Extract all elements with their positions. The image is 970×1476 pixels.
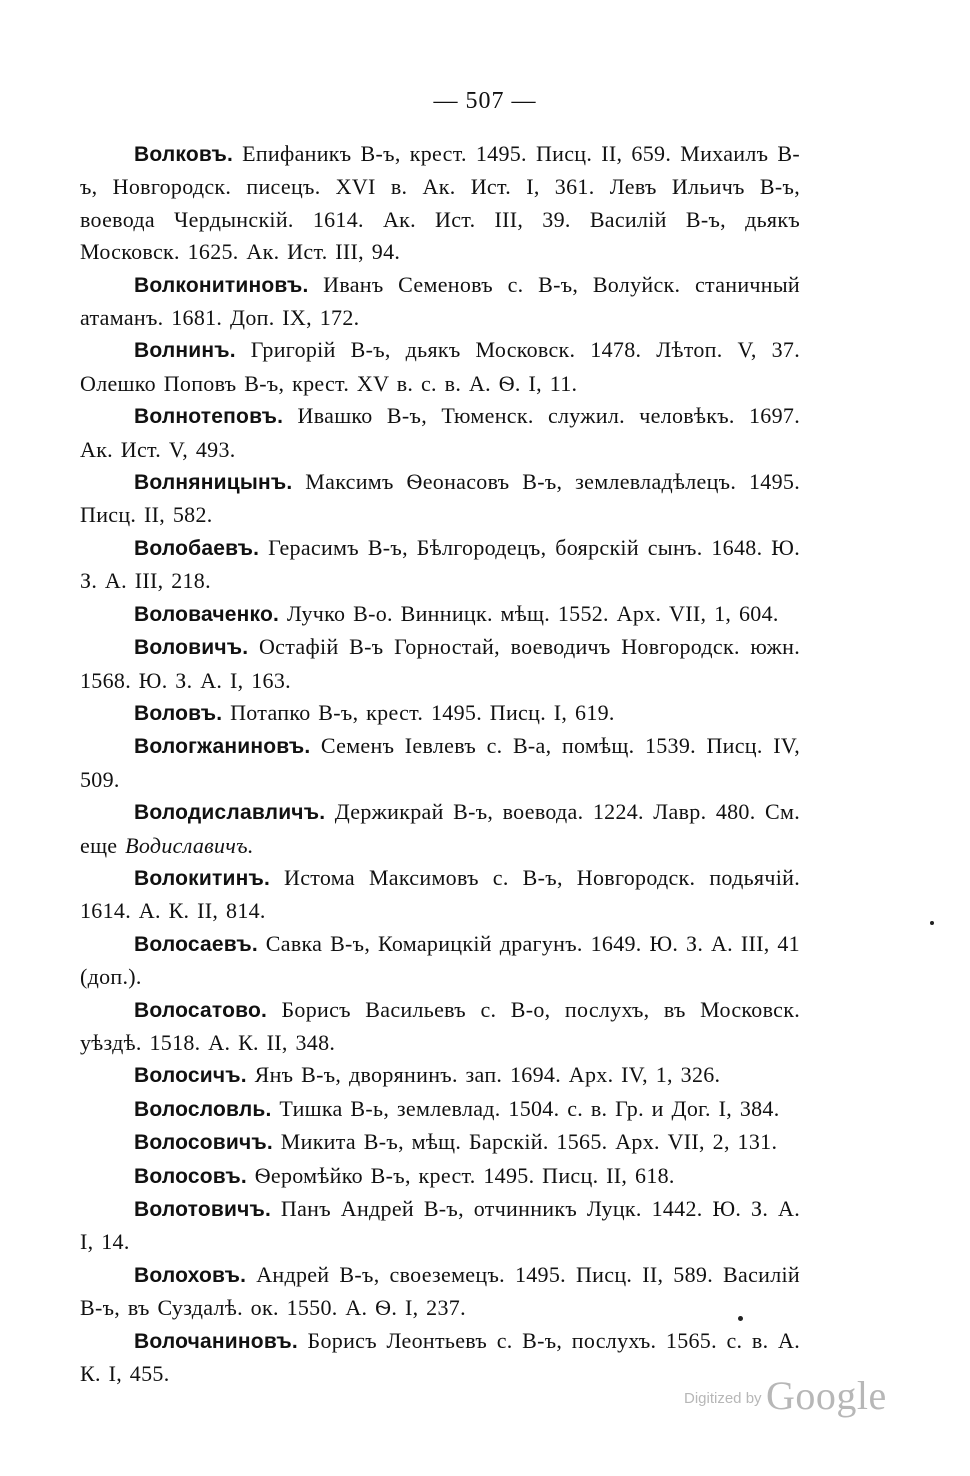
entry: [80, 730, 800, 796]
entry-text: Семенъ Іевлевъ с. В-а, помѣщ. 1539. Писц. IV, 509.: [80, 733, 800, 792]
entry-text: Истома Максимовъ с. В-ъ, Новгородск. подьячій. 1614. А. К. II, 814.: [80, 864, 800, 924]
entry-headword: Володиславличъ.: [134, 801, 326, 825]
entry: [80, 1193, 800, 1259]
dictionary-entries: [80, 138, 800, 1390]
entry: [80, 598, 800, 631]
entry-headword: Волковъ.: [134, 143, 234, 166]
entry-headword: Воловичъ.: [134, 636, 249, 660]
entry: [80, 1160, 800, 1193]
entry-text: Герасимъ В-ъ, Бѣлгородецъ, боярскій сынъ. 1648. Ю. З. А. III, 218.: [80, 534, 800, 594]
entry-cross-reference: Водиславичъ.: [125, 832, 254, 858]
entry-text: Панъ Андрей В-ъ, отчинникъ Луцк. 1442. Ю. З. А. I, 14.: [80, 1196, 800, 1255]
entry-headword: Волосичъ.: [134, 1064, 247, 1088]
entry: [80, 400, 800, 466]
scan-speck: [738, 1316, 743, 1321]
entry-text: Янъ В-ъ, дворянинъ. зап. 1694. Арх. IV, 1, 326.: [246, 1062, 721, 1088]
entry: [80, 1093, 800, 1126]
entry-text: Остафій В-ъ Горностай, воеводичъ Новгородск. южн. 1568. Ю. З. А. I, 163.: [80, 634, 800, 693]
entry: [80, 796, 800, 862]
entry: [80, 928, 800, 994]
entry-headword: Волосатово.: [134, 998, 268, 1022]
entry-text: Ивашко В-ъ, Тюменск. служил. человѣкъ. 1697. Ак. Ист. V, 493.: [80, 403, 800, 462]
entry: [80, 994, 800, 1060]
entry-headword: Волоховъ.: [134, 1263, 247, 1287]
entry-text: Андрей В-ъ, своеземецъ. 1495. Писц. II, 589. Василій В-ъ, въ Суздалѣ. ок. 1550. А. Ѳ. I, 237.: [80, 1261, 800, 1321]
entry-text: Потапко В-ъ, крест. 1495. Писц. I, 619.: [222, 699, 615, 725]
entry: [80, 466, 800, 532]
entry-text: Держикрай В-ъ, воевода. 1224. Лавр. 480. См. еще: [80, 799, 800, 858]
entry: [80, 1059, 800, 1092]
entry-headword: Волочаниновъ.: [134, 1329, 298, 1353]
entry-text: Лучко В-о. Винницк. мѣщ. 1552. Арх. VII, 1, 604.: [279, 600, 779, 626]
entry-text: Ѳеромѣйко В-ъ, крест. 1495. Писц. II, 618.: [246, 1162, 675, 1188]
entry-text: Иванъ Семеновъ с. В-ъ, Волуйск. станичный атаманъ. 1681. Доп. IX, 172.: [80, 271, 800, 331]
entry: [80, 334, 800, 400]
entry-text: Григорій В-ъ, дьякъ Московск. 1478. Лѣтоп. V, 37. Олешко Поповъ В-ъ, крест. XV в. с. в. А. Ѳ. I, 11.: [80, 337, 800, 396]
entry: [80, 1126, 800, 1159]
entry-headword: Волконитиновъ.: [134, 273, 309, 297]
entry-headword: Воловъ.: [134, 701, 223, 725]
watermark-prefix: Digitized by: [684, 1390, 762, 1407]
entry: [80, 697, 800, 730]
entry-headword: Волнотеповъ.: [134, 405, 284, 429]
google-logo: Google: [766, 1373, 887, 1418]
entry-text: Епифаникъ В-ъ, крест. 1495. Писц. II, 659. Михаилъ В-ъ, Новгородск. писецъ. XVI в. Ак. Ист. I, 361. Левъ Ильичъ В-ъ, воевода Чердынскій. 1614. Ак. Ист. III, 39. Василій В-ъ, дьякъ Московск. 1625. Ак. Ист. III, 94.: [80, 141, 800, 265]
digitized-by-google-watermark: [684, 1372, 887, 1419]
entry: [80, 269, 800, 335]
page-number: — 507 —: [433, 88, 537, 114]
entry-text: Максимъ Ѳеонасовъ В-ъ, землевладѣлецъ. 1495. Писц. II, 582.: [80, 469, 800, 528]
entry-headword: Волотовичъ.: [134, 1198, 272, 1221]
entry-headword: Вологжаниновъ.: [134, 735, 311, 759]
entry-text: Микита В-ъ, мѣщ. Барскій. 1565. Арх. VII, 2, 131.: [272, 1129, 778, 1155]
entry-headword: Волобаевъ.: [134, 536, 260, 560]
entry: [80, 631, 800, 697]
entry: [80, 1259, 800, 1325]
entry-headword: Воловаченко.: [134, 602, 280, 626]
entry-headword: Волокитинъ.: [134, 866, 271, 890]
entry-headword: Волняницынъ.: [134, 471, 293, 495]
entry-headword: Волосовъ.: [134, 1164, 247, 1188]
entry-headword: Волосовичъ.: [134, 1131, 273, 1155]
entry-text: Савка В-ъ, Комарицкій драгунъ. 1649. Ю. З. А. III, 41 (доп.).: [80, 930, 800, 990]
entry-headword: Волнинъ.: [134, 339, 236, 363]
entry-headword: Волосаевъ.: [134, 932, 258, 956]
scan-speck: [930, 921, 934, 925]
entry: [80, 862, 800, 928]
entry: [80, 532, 800, 598]
entry-text: Тишка В-ь, землевлад. 1504. с. в. Гр. и Дог. I, 384.: [271, 1095, 780, 1121]
entry-headword: Волословль.: [134, 1097, 272, 1121]
entry-text: Борисъ Васильевъ с. В-о, послухъ, въ Московск. уѣздѣ. 1518. А. К. II, 348.: [80, 996, 800, 1055]
entry: [80, 138, 800, 269]
entry-text: Борисъ Леонтьевъ с. В-ъ, послухъ. 1565. с. в. А. К. I, 455.: [80, 1327, 800, 1387]
